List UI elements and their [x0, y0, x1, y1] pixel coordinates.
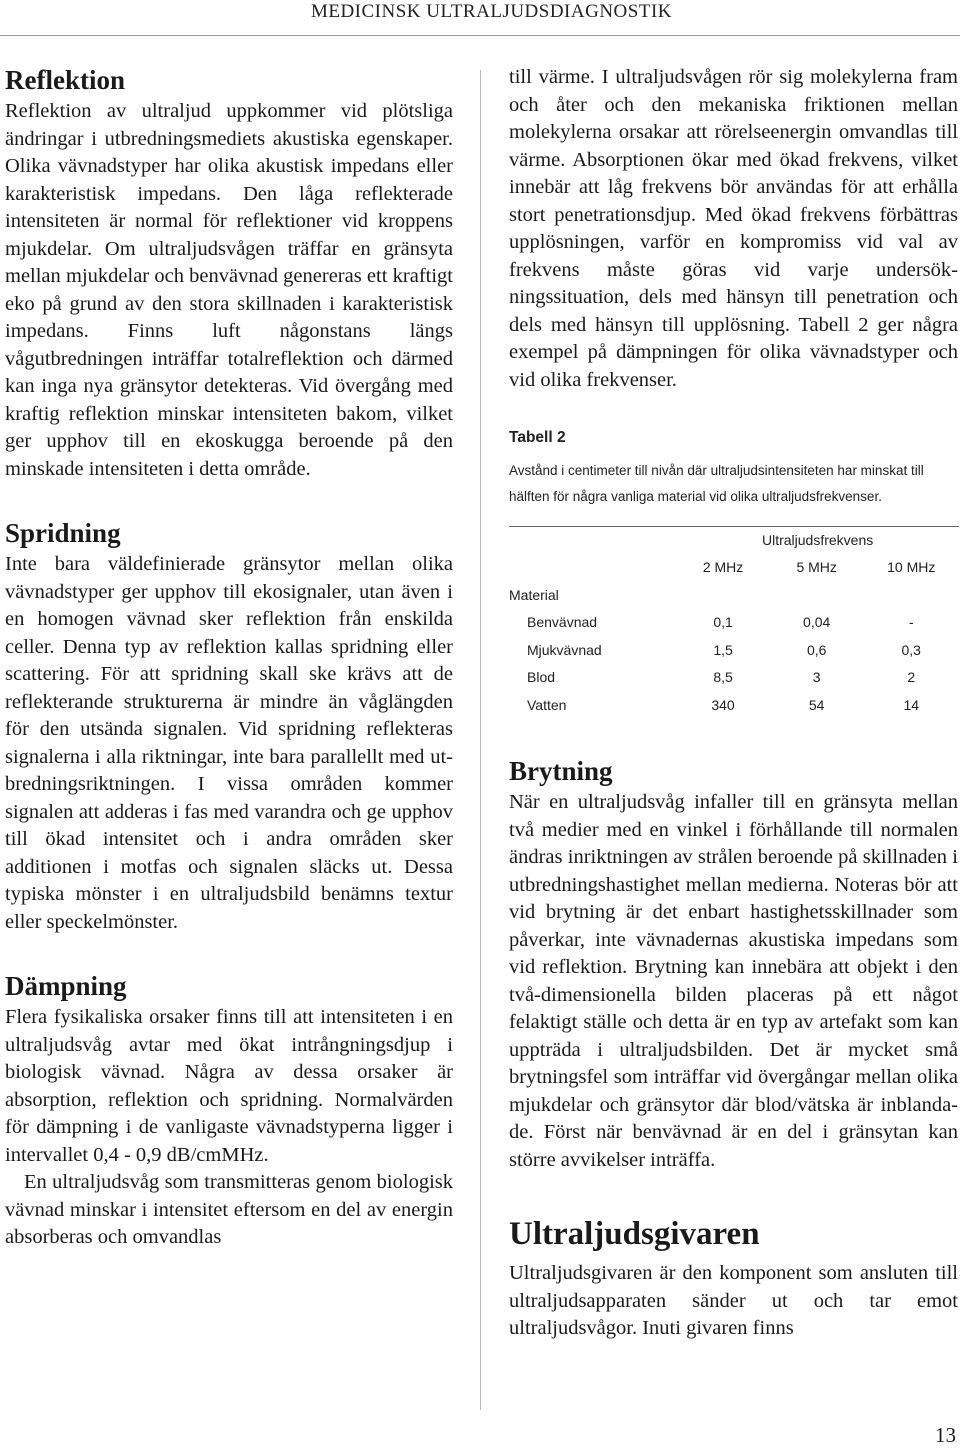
table-caption: Avstånd i centimeter till nivån där ultraljudsintensiteten har minskat till hälften för några vanliga material vid olika ultraljudsfrekvenser. — [509, 462, 924, 504]
value-cell: 0,3 — [901, 641, 921, 658]
table-row — [509, 664, 959, 692]
heading-reflektion: Reflektion — [5, 65, 125, 95]
frequency-group-header: Ultraljudsfrekvens — [761, 531, 874, 548]
paragraph-dampning-2: En ultraljudsvåg som transmitteras genom biologisk vävnad minskar i intensitet eftersom en del av energin absorberas och omvandlas — [5, 1171, 453, 1248]
paragraph-ultraljudsgivaren: Ultraljudsgivaren är den komponent som ansluten till ultraljudsapparaten sänder ut och tar emot ultraljudsvågor. Inuti givaren finns — [509, 1262, 958, 1339]
left-column — [5, 64, 453, 1252]
paragraph-dampning-1: Flera fysikaliska orsaker finns till att intensiteten i en ultraljudsvåg avtar med ökat intrångningsdjup i biologisk vävnad. Några av dessa orsaker är absorption, reflektion och spridning. Normalvärden för dämpning i de vanligaste vävnadstyperna ligger i intervallet 0,4 - 0,9 dB/cmMHz. — [5, 1006, 453, 1166]
value-cell: 2 — [907, 669, 916, 685]
heading-dampning: Dämpning — [5, 971, 127, 1001]
table-row — [509, 609, 959, 637]
frequency-header: 2 MHz — [702, 559, 744, 575]
paragraph-brytning: När en ultraljudsvåg infaller till en gränsyta mellan två medier med en vinkel i förhållande till normalen ändras inriktningen av strålen beroende på skillnaden i utbredningshastighet mellan medierna. Noteras bör att vid brytning är det enbart hastighetsskillnader som påverkar, inte vävnadernas akustiska impedans som vid reflektion. Brytning kan innebära att objekt i den två-dimensionella bilden placeras på ett något felaktigt ställe och detta är en typ av artefakt som kan uppträda i ultraljudsbilden. Det är mycket små brytningsfel som inträffar vid övergångar mellan olika mjukdelar och gränsytor där blod/vätska är inblandade. Först när benvävnad är en del i gränsytan kan större avvikelser inträffa. — [509, 791, 958, 1171]
table-frequency-row — [509, 554, 959, 582]
value-cell: 14 — [903, 696, 920, 713]
table-material-header-row — [509, 582, 959, 610]
value-cell: 8,5 — [713, 669, 733, 685]
paragraph-spridning: Inte bara väldefinierade gränsytor mellan olika vävnadstyper ger upphov till ekosignaler, utan även i en homogen vävnad sker reflektion från enskilda celler. Denna typ av reflektion kallas spridning eller scattering. För att spridning skall ske krävs att de reflekterande strukturerna är mindre än våglängden för den utsända signalen. Vid spridning reflekteras signalerna i alla riktningar, inte bara parallellt med utbredningsriktningen. I vissa områden kommer signalen att adderas i fas med varandra och ge upphov till ökad intensitet och i andra områden sker additionen i motfas och signalen släcks ut. Dessa typiska mönster i en ultraljudsbild benämns textur eller speckelmönster. — [5, 553, 453, 933]
frequency-header: 10 MHz — [887, 559, 936, 575]
frequency-header: 5 MHz — [796, 559, 837, 575]
material-cell: Benvävnad — [527, 614, 598, 630]
table-row — [509, 637, 959, 665]
value-cell: 54 — [808, 696, 825, 713]
heading-spridning: Spridning — [5, 518, 121, 548]
value-cell: 3 — [812, 669, 821, 685]
attenuation-table — [509, 527, 959, 720]
paragraph-dampning-continued: till värme. I ultraljudsvågen rör sig molekylerna fram och åter och den mekaniska friktionen mellan molekylerna orsakar att rörelseenergin omvandlas till värme. Absorptionen ökar med ökad frekvens, vilket innebär att låg frekvens bör användas för att erhålla stort penetrationsdjup. Med ökad frekvens förbättras upplösningen, varför en kompromiss vid val av frekvens måste göras vid varje undersökningssituation, dels med hänsyn till penetration och dels med hänsyn till upplösning. Tabell 2 ger några exempel på dämpningen för olika vävnadstyper och vid olika frekvenser. — [509, 66, 958, 391]
heading-ultraljudsgivaren: Ultraljudsgivaren — [509, 1216, 760, 1252]
running-header: MEDICINSK ULTRALJUDSDIAGNOSTIK — [310, 1, 672, 22]
heading-brytning: Brytning — [509, 756, 613, 786]
table-2 — [509, 424, 958, 719]
value-cell: 0,04 — [803, 614, 831, 630]
value-cell: 0,1 — [713, 614, 733, 630]
material-cell: Blod — [527, 669, 556, 685]
table-row — [509, 692, 959, 720]
value-cell: - — [908, 614, 914, 630]
header-rule — [0, 35, 960, 36]
column-divider — [480, 70, 481, 1410]
value-cell: 0,6 — [806, 641, 827, 658]
paragraph-reflektion: Reflektion av ultraljud uppkommer vid plötsliga ändringar i utbredningsmediets akustiska egenskaper. Olika vävnadstyper har olika akustisk impedans eller karakteristisk impedans. Den låga reflekterade intensiteten är normal för reflektioner vid kroppens mjukdelar. Om ultraljudsvågen träffar en gränsyta mellan mjukdelar och benvävnad genereras ett kraftigt eko på grund av den stora skillnaden i karakteristisk impedans. Finns luft någonstans längs vågutbredningen inträffar totalreflektion och därmed kan inga nya gränsytor detekteras. Vid övergång med kraftig reflektion minskar intensiteten bakom, vilket ger upphov till en ekoskugga beroende på den minskade intensiteten i detta område. — [5, 100, 453, 480]
right-column — [509, 64, 958, 1343]
material-header: Material — [509, 586, 559, 603]
material-cell: Vatten — [527, 696, 567, 713]
material-cell: Mjukvävnad — [527, 641, 602, 658]
value-cell: 340 — [711, 696, 735, 713]
table-title: Tabell 2 — [509, 429, 566, 446]
page-number: 13 — [935, 1423, 956, 1447]
table-group-header-row — [509, 527, 959, 555]
value-cell: 1,5 — [713, 641, 733, 658]
